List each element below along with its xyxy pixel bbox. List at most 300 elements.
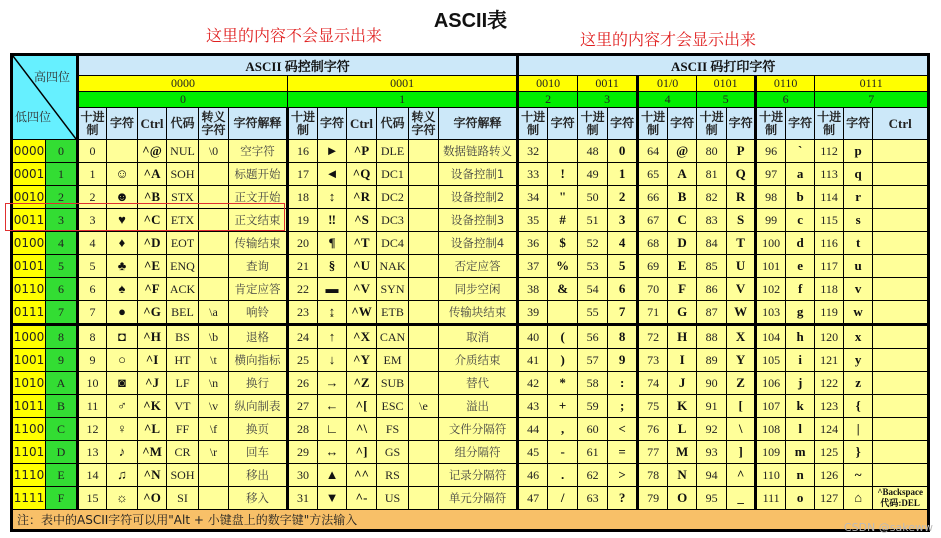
dec-cell: 41 [518, 349, 548, 372]
escape-cell: \a [199, 301, 229, 325]
dec-cell: 119 [815, 301, 844, 325]
escape-cell [409, 349, 439, 372]
char-cell: ♦ [107, 232, 138, 255]
dec-cell: 89 [697, 349, 727, 372]
dec-cell: 91 [697, 395, 727, 418]
dec-cell: 62 [578, 464, 608, 487]
code-cell: GS [377, 441, 409, 464]
char-cell: ▲ [318, 464, 347, 487]
subheader-ctrl-g1: Ctrl [347, 108, 377, 140]
char-cell: ▬ [318, 278, 347, 301]
desc-cell: 同步空闲 [439, 278, 518, 301]
dec-cell: 10 [78, 372, 107, 395]
dec-cell: 85 [697, 255, 727, 278]
dec-cell: 47 [518, 487, 548, 510]
char-cell: % [548, 255, 578, 278]
escape-cell: \e [409, 395, 439, 418]
high-bits-4: 01/0 [638, 76, 697, 92]
ctrl-cell: ^@ [138, 140, 167, 163]
high-hex-0: 0 [78, 92, 288, 108]
low-bits-cell: 0101 [12, 255, 46, 278]
char-cell: ☼ [107, 487, 138, 510]
char-cell: } [844, 441, 873, 464]
escape-cell [409, 278, 439, 301]
code-cell: CR [167, 441, 199, 464]
subheader-char-g6: 字符 [786, 108, 815, 140]
desc-cell: 横向指标 [229, 349, 288, 372]
high-hex-1: 1 [288, 92, 518, 108]
code-cell: ENQ [167, 255, 199, 278]
dec-cell: 5 [78, 255, 107, 278]
escape-cell: \t [199, 349, 229, 372]
code-cell: BS [167, 325, 199, 349]
code-cell: SOH [167, 464, 199, 487]
low-bits-cell: 0100 [12, 232, 46, 255]
corner-header [12, 55, 78, 140]
high-bits-6: 0110 [756, 76, 815, 92]
code-cell: ESC [377, 395, 409, 418]
char-cell: { [844, 395, 873, 418]
table-row [12, 301, 929, 325]
desc-cell: 单元分隔符 [439, 487, 518, 510]
char-cell: o [786, 487, 815, 510]
dec-cell: 58 [578, 372, 608, 395]
dec-cell: 95 [697, 487, 727, 510]
dec-cell: 44 [518, 418, 548, 441]
code-cell: HT [167, 349, 199, 372]
table-row [12, 325, 929, 349]
escape-cell [199, 464, 229, 487]
subheader-ctrl-g0: Ctrl [138, 108, 167, 140]
dec-cell: 67 [638, 209, 668, 232]
ctrl-cell: ^I [138, 349, 167, 372]
ascii-table [10, 53, 930, 532]
char-cell: ) [548, 349, 578, 372]
dec-cell: 42 [518, 372, 548, 395]
char-cell: r [844, 186, 873, 209]
escape-cell: \0 [199, 140, 229, 163]
low-hex-cell: 4 [46, 232, 78, 255]
code-cell: DLE [377, 140, 409, 163]
char-cell: ¶ [318, 232, 347, 255]
ctrl-cell: ^J [138, 372, 167, 395]
char-cell: + [548, 395, 578, 418]
char-cell: . [548, 464, 578, 487]
code-cell: SUB [377, 372, 409, 395]
desc-cell: 记录分隔符 [439, 464, 518, 487]
low-bits-cell: 0011 [12, 209, 46, 232]
dec-cell: 3 [78, 209, 107, 232]
escape-cell [409, 487, 439, 510]
table-row [12, 395, 929, 418]
char-cell: C [668, 209, 697, 232]
dec-cell: 60 [578, 418, 608, 441]
ctrl-cell: ^- [347, 487, 377, 510]
dec-cell: 125 [815, 441, 844, 464]
escape-cell [199, 186, 229, 209]
char-cell: & [548, 278, 578, 301]
char-cell: X [727, 325, 756, 349]
char-cell: S [727, 209, 756, 232]
code-cell: US [377, 487, 409, 510]
subheader-ctrl-g7: Ctrl [873, 108, 929, 140]
escape-cell [409, 163, 439, 186]
char-cell: ↑ [318, 325, 347, 349]
ctrl-cell [873, 186, 929, 209]
dec-cell: 71 [638, 301, 668, 325]
code-cell: ETX [167, 209, 199, 232]
ctrl-cell: ^F [138, 278, 167, 301]
dec-cell: 36 [518, 232, 548, 255]
dec-cell: 38 [518, 278, 548, 301]
char-cell: g [786, 301, 815, 325]
code-cell: BEL [167, 301, 199, 325]
dec-cell: 73 [638, 349, 668, 372]
dec-cell: 43 [518, 395, 548, 418]
dec-cell: 90 [697, 372, 727, 395]
dec-cell: 13 [78, 441, 107, 464]
char-cell: Q [727, 163, 756, 186]
escape-cell [409, 232, 439, 255]
subheader-escape-g0: 转义字符 [199, 108, 229, 140]
ctrl-cell: ^T [347, 232, 377, 255]
dec-cell: 124 [815, 418, 844, 441]
ctrl-cell: ^A [138, 163, 167, 186]
ctrl-cell: ^Backspace 代码:DEL [873, 487, 929, 510]
dec-cell: 113 [815, 163, 844, 186]
char-cell: ‼ [318, 209, 347, 232]
subheader-char-g2: 字符 [548, 108, 578, 140]
table-row [12, 232, 929, 255]
dec-cell: 97 [756, 163, 786, 186]
desc-cell: 传输结束 [229, 232, 288, 255]
dec-cell: 72 [638, 325, 668, 349]
char-cell: Z [727, 372, 756, 395]
ctrl-cell: ^P [347, 140, 377, 163]
char-cell: Y [727, 349, 756, 372]
desc-cell: 传输块结束 [439, 301, 518, 325]
table-row [12, 255, 929, 278]
char-cell: _ [727, 487, 756, 510]
char-cell: V [727, 278, 756, 301]
char-cell: L [668, 418, 697, 441]
char-cell: ↨ [318, 301, 347, 325]
dec-cell: 104 [756, 325, 786, 349]
char-cell: $ [548, 232, 578, 255]
ctrl-cell: ^C [138, 209, 167, 232]
char-cell: 7 [608, 301, 638, 325]
subheader-char-g0: 字符 [107, 108, 138, 140]
desc-cell: 设备控制3 [439, 209, 518, 232]
char-cell: E [668, 255, 697, 278]
dec-cell: 126 [815, 464, 844, 487]
watermark: CSDN @sakeww [843, 521, 933, 534]
dec-cell: 56 [578, 325, 608, 349]
high-bits-2: 0010 [518, 76, 578, 92]
code-cell: EM [377, 349, 409, 372]
char-cell: ◘ [107, 325, 138, 349]
ctrl-cell [873, 255, 929, 278]
control-chars-title: ASCII 码控制字符 [78, 55, 518, 76]
dec-cell: 123 [815, 395, 844, 418]
char-cell: y [844, 349, 873, 372]
char-cell: q [844, 163, 873, 186]
dec-cell: 112 [815, 140, 844, 163]
ctrl-cell [873, 464, 929, 487]
char-cell: ↓ [318, 349, 347, 372]
printable-chars-title: ASCII 码打印字符 [518, 55, 929, 76]
char-cell: e [786, 255, 815, 278]
escape-cell [409, 301, 439, 325]
code-cell: EOT [167, 232, 199, 255]
char-cell: ○ [107, 349, 138, 372]
low-hex-cell: B [46, 395, 78, 418]
char-cell: c [786, 209, 815, 232]
high-bits-label: 高四位 [33, 70, 70, 84]
char-cell: z [844, 372, 873, 395]
char-cell: U [727, 255, 756, 278]
ctrl-cell: ^X [347, 325, 377, 349]
desc-cell: 移入 [229, 487, 288, 510]
char-cell: ← [318, 395, 347, 418]
dec-cell: 35 [518, 209, 548, 232]
ctrl-cell: ^B [138, 186, 167, 209]
dec-cell: 105 [756, 349, 786, 372]
desc-cell: 换页 [229, 418, 288, 441]
dec-cell: 59 [578, 395, 608, 418]
dec-cell: 69 [638, 255, 668, 278]
dec-cell: 92 [697, 418, 727, 441]
char-cell: R [727, 186, 756, 209]
dec-cell: 45 [518, 441, 548, 464]
char-cell: 2 [608, 186, 638, 209]
dec-cell: 48 [578, 140, 608, 163]
char-cell: ♣ [107, 255, 138, 278]
footer-row [12, 510, 929, 531]
dec-cell: 98 [756, 186, 786, 209]
char-cell: ♠ [107, 278, 138, 301]
dec-cell: 77 [638, 441, 668, 464]
high-bits-3: 0011 [578, 76, 638, 92]
escape-cell: \n [199, 372, 229, 395]
char-cell: | [844, 418, 873, 441]
dec-cell: 31 [288, 487, 318, 510]
subheader-char-g4: 字符 [668, 108, 697, 140]
subheader-desc-g0: 字符解释 [229, 108, 288, 140]
code-cell: FF [167, 418, 199, 441]
low-bits-cell: 1110 [12, 464, 46, 487]
dec-cell: 1 [78, 163, 107, 186]
subheader-dec-g5: 十进制 [697, 108, 727, 140]
char-cell: w [844, 301, 873, 325]
dec-cell: 63 [578, 487, 608, 510]
low-bits-cell: 1111 [12, 487, 46, 510]
desc-cell: 设备控制2 [439, 186, 518, 209]
char-cell: ♥ [107, 209, 138, 232]
table-row [12, 209, 929, 232]
char-cell: J [668, 372, 697, 395]
high-hex-5: 5 [697, 92, 756, 108]
dec-cell: 94 [697, 464, 727, 487]
dec-cell: 40 [518, 325, 548, 349]
desc-cell: 文件分隔符 [439, 418, 518, 441]
char-cell: ♪ [107, 441, 138, 464]
subheader-dec-g6: 十进制 [756, 108, 786, 140]
char-cell: t [844, 232, 873, 255]
char-cell: ► [318, 140, 347, 163]
dec-cell: 68 [638, 232, 668, 255]
dec-cell: 80 [697, 140, 727, 163]
ctrl-cell: ^] [347, 441, 377, 464]
char-cell: p [844, 140, 873, 163]
desc-cell: 正文开始 [229, 186, 288, 209]
char-cell: ` [786, 140, 815, 163]
desc-cell: 设备控制4 [439, 232, 518, 255]
char-cell: = [608, 441, 638, 464]
char-cell: W [727, 301, 756, 325]
code-cell: ACK [167, 278, 199, 301]
escape-cell [409, 140, 439, 163]
char-cell: A [668, 163, 697, 186]
dec-cell: 93 [697, 441, 727, 464]
subheader-dec-g0: 十进制 [78, 108, 107, 140]
low-hex-cell: E [46, 464, 78, 487]
low-bits-cell: 1001 [12, 349, 46, 372]
desc-cell: 溢出 [439, 395, 518, 418]
char-cell: B [668, 186, 697, 209]
subheader-char-g3: 字符 [608, 108, 638, 140]
subheader-escape-g1: 转义字符 [409, 108, 439, 140]
subheader-dec-g3: 十进制 [578, 108, 608, 140]
dec-cell: 7 [78, 301, 107, 325]
low-hex-cell: F [46, 487, 78, 510]
desc-cell: 设备控制1 [439, 163, 518, 186]
desc-cell: 退格 [229, 325, 288, 349]
escape-cell [199, 278, 229, 301]
low-hex-cell: 9 [46, 349, 78, 372]
dec-cell: 25 [288, 349, 318, 372]
dec-cell: 87 [697, 301, 727, 325]
low-hex-cell: 0 [46, 140, 78, 163]
ctrl-cell: ^^ [347, 464, 377, 487]
dec-cell: 99 [756, 209, 786, 232]
dec-cell: 106 [756, 372, 786, 395]
dec-cell: 76 [638, 418, 668, 441]
char-cell: b [786, 186, 815, 209]
escape-cell: \b [199, 325, 229, 349]
ctrl-cell: ^R [347, 186, 377, 209]
dec-cell: 100 [756, 232, 786, 255]
escape-cell [199, 232, 229, 255]
low-bits-label: 低四位 [15, 110, 52, 124]
desc-cell: 组分隔符 [439, 441, 518, 464]
char-cell: T [727, 232, 756, 255]
dec-cell: 79 [638, 487, 668, 510]
dec-cell: 96 [756, 140, 786, 163]
char-cell: M [668, 441, 697, 464]
table-row [12, 487, 929, 510]
char-cell: G [668, 301, 697, 325]
low-bits-cell: 1101 [12, 441, 46, 464]
char-cell: j [786, 372, 815, 395]
char-cell: k [786, 395, 815, 418]
char-cell: ▼ [318, 487, 347, 510]
dec-cell: 61 [578, 441, 608, 464]
dec-cell: 16 [288, 140, 318, 163]
low-bits-cell: 1011 [12, 395, 46, 418]
char-cell: - [548, 441, 578, 464]
char-cell: N [668, 464, 697, 487]
desc-cell: 响铃 [229, 301, 288, 325]
char-cell: ⌂ [844, 487, 873, 510]
char-cell: D [668, 232, 697, 255]
table-row [12, 163, 929, 186]
ctrl-cell [873, 372, 929, 395]
char-cell: i [786, 349, 815, 372]
char-cell: < [608, 418, 638, 441]
dec-cell: 102 [756, 278, 786, 301]
char-cell: 9 [608, 349, 638, 372]
escape-cell [409, 209, 439, 232]
char-cell: I [668, 349, 697, 372]
dec-cell: 15 [78, 487, 107, 510]
subheader-dec-g1: 十进制 [288, 108, 318, 140]
dec-cell: 117 [815, 255, 844, 278]
dec-cell: 55 [578, 301, 608, 325]
low-hex-cell: 8 [46, 325, 78, 349]
high-hex-7: 7 [815, 92, 929, 108]
char-cell: § [318, 255, 347, 278]
ctrl-cell: ^O [138, 487, 167, 510]
low-hex-cell: A [46, 372, 78, 395]
code-cell: LF [167, 372, 199, 395]
dec-cell: 6 [78, 278, 107, 301]
dec-cell: 118 [815, 278, 844, 301]
char-cell: x [844, 325, 873, 349]
dec-cell: 20 [288, 232, 318, 255]
low-hex-cell: 7 [46, 301, 78, 325]
dec-cell: 9 [78, 349, 107, 372]
code-cell: VT [167, 395, 199, 418]
low-hex-cell: C [46, 418, 78, 441]
high-bits-1: 0001 [288, 76, 518, 92]
ctrl-cell: ^[ [347, 395, 377, 418]
char-cell: ! [548, 163, 578, 186]
dec-cell: 75 [638, 395, 668, 418]
ctrl-cell: ^W [347, 301, 377, 325]
char-cell: ] [727, 441, 756, 464]
ctrl-cell: ^N [138, 464, 167, 487]
escape-cell [409, 372, 439, 395]
dec-cell: 86 [697, 278, 727, 301]
char-cell: m [786, 441, 815, 464]
char-cell: u [844, 255, 873, 278]
ctrl-cell [873, 349, 929, 372]
char-cell: 3 [608, 209, 638, 232]
escape-cell: \r [199, 441, 229, 464]
dec-cell: 108 [756, 418, 786, 441]
high-bits-5: 0101 [697, 76, 756, 92]
code-cell: ETB [377, 301, 409, 325]
dec-cell: 65 [638, 163, 668, 186]
desc-cell: 空字符 [229, 140, 288, 163]
char-cell: ♀ [107, 418, 138, 441]
subheader-code-g0: 代码 [167, 108, 199, 140]
dec-cell: 14 [78, 464, 107, 487]
desc-cell: 肯定应答 [229, 278, 288, 301]
low-bits-cell: 1010 [12, 372, 46, 395]
desc-cell: 回车 [229, 441, 288, 464]
